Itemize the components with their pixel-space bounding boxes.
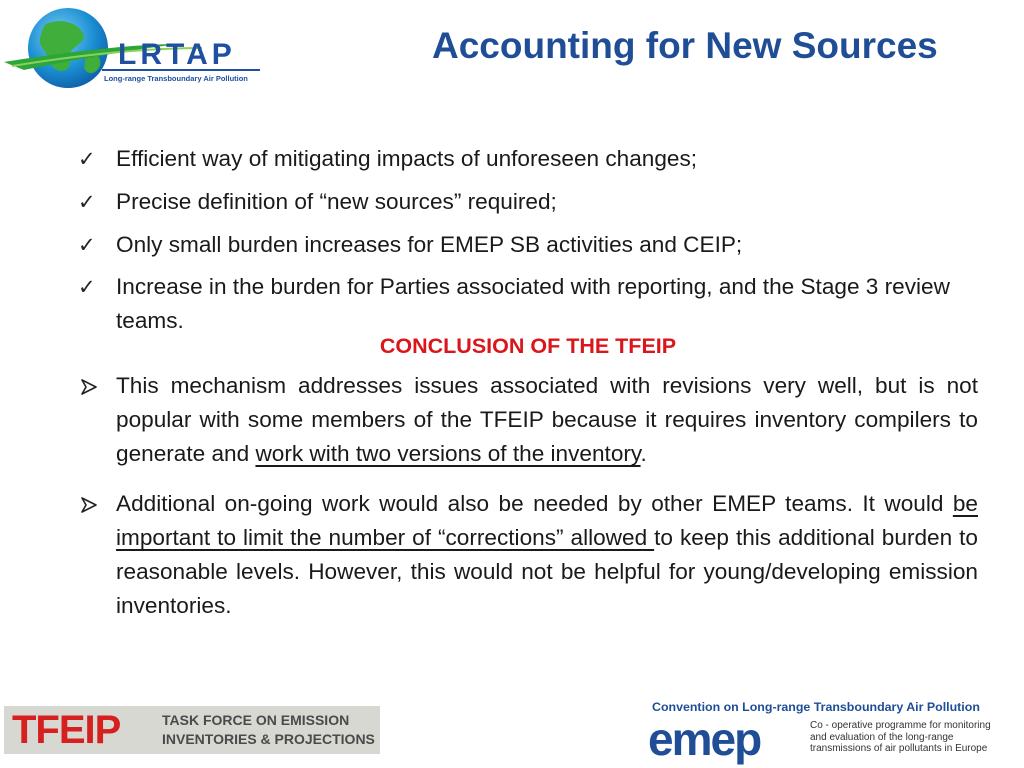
lrtap-subtitle: Long-range Transboundary Air Pollution — [104, 74, 248, 83]
check-text: Increase in the burden for Parties associated with reporting, and the Stage 3 review teams. — [116, 274, 950, 334]
arrow-item-2 — [78, 487, 978, 623]
tfeip-logo — [4, 706, 380, 754]
checkmark-icon: ✓ — [78, 147, 96, 171]
arrow-text: Additional on-going work would also be needed by other EMEP teams. It would — [116, 491, 953, 517]
emep-logo — [648, 700, 1020, 766]
underlined-text: work with two versions of the inventory — [255, 441, 641, 467]
emep-desc-line: Co - operative programme for monitoring — [810, 720, 991, 731]
arrow-item-1 — [78, 369, 978, 471]
underlined-text: be important to limit the number of “corrections” allowed — [116, 491, 978, 551]
tfeip-wordmark: TFEIP — [12, 708, 121, 752]
check-text: Only small burden increases for EMEP SB activities and CEIP; — [116, 231, 743, 257]
emep-convention: Convention on Long-range Transboundary Air Pollution — [652, 700, 980, 714]
check-item-3 — [78, 228, 978, 262]
tfeip-tagline-2: INVENTORIES & PROJECTIONS — [162, 731, 375, 747]
check-item-1 — [78, 142, 978, 176]
emep-description — [810, 720, 991, 755]
check-item-2 — [78, 185, 978, 219]
conclusion-heading: CONCLUSION OF THE TFEIP — [379, 334, 677, 359]
slide-content — [78, 142, 978, 623]
arrow-text-end: to keep this additional burden to reasonable levels. However, this would not be helpful for young/developing emission inventories. — [116, 525, 978, 619]
lrtap-logo — [2, 4, 264, 90]
emep-wordmark: emep — [648, 713, 761, 765]
arrow-bullet-icon — [80, 378, 98, 396]
check-text: Efficient way of mitigating impacts of unforeseen changes; — [116, 146, 698, 171]
check-item-4 — [78, 270, 978, 338]
spacer — [78, 471, 978, 487]
emep-desc-line: transmissions of air pollutants in Europe — [810, 743, 988, 754]
emep-desc-line: and evaluation of the long-range — [810, 731, 954, 743]
lrtap-wordmark: LRTAP — [118, 38, 236, 71]
page-title: Accounting for New Sources — [432, 25, 938, 66]
checkmark-icon: ✓ — [78, 189, 96, 214]
checkmark-icon: ✓ — [78, 275, 96, 300]
check-list — [78, 142, 978, 338]
arrow-bullet-icon — [80, 496, 98, 514]
check-text: Precise definition of “new sources” required; — [116, 188, 557, 214]
checkmark-icon: ✓ — [78, 232, 96, 257]
tfeip-tagline-1: TASK FORCE ON EMISSION — [162, 712, 350, 728]
arrow-text-end: . — [640, 441, 647, 467]
arrow-text: This mechanism addresses issues associated with revisions very well, but is not popular with some members of the TFEIP because it requires inventory compilers to generate and — [116, 373, 978, 467]
